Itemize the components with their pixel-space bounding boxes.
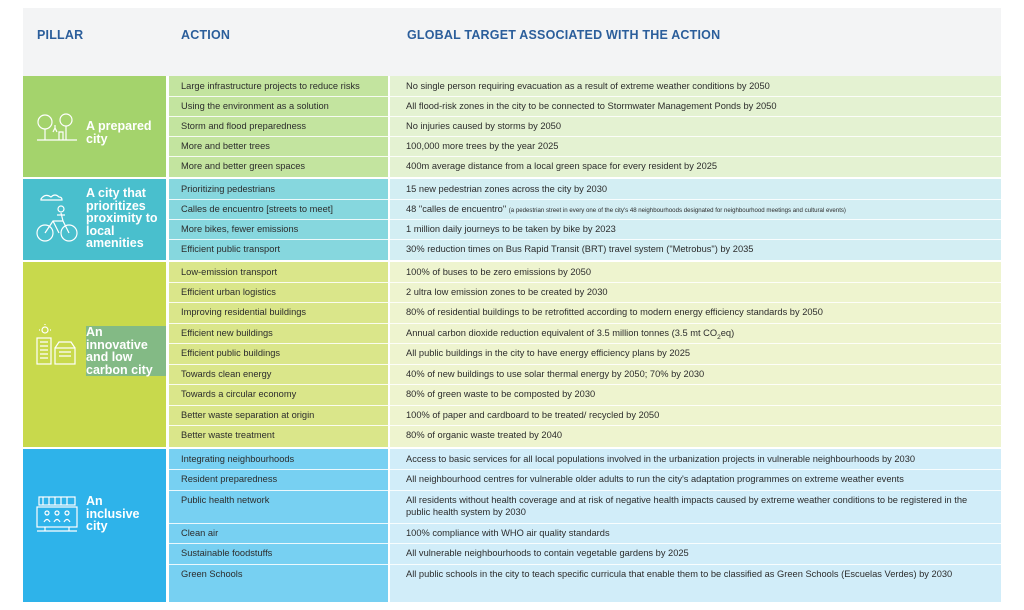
- action-cell: Public health network: [181, 495, 270, 505]
- target-cell: All flood-risk zones in the city to be connected to Stormwater Management Ponds by 2050: [406, 101, 777, 111]
- target-cell: 30% reduction times on Bus Rapid Transit (BRT) travel system ("Metrobus") by 2035: [406, 244, 754, 254]
- action-cell: Sustainable foodstuffs: [181, 548, 273, 558]
- target-cell: All public schools in the city to teach specific curricula that enable them to be classified as Green Schools (Escuelas Verdes) by 2030: [406, 569, 953, 579]
- action-cell: Better waste treatment: [181, 430, 275, 440]
- group-low-carbon: [23, 262, 1001, 447]
- target-cell: 400m average distance from a local green space for every resident by 2025: [406, 161, 718, 171]
- action-cell: Efficient public transport: [181, 244, 281, 254]
- target-cell: 100,000 more trees by the year 2025: [406, 141, 559, 151]
- group-proximity: [23, 179, 1001, 260]
- target-cell: No single person requiring evacuation as a result of extreme weather conditions by 2050: [406, 81, 770, 91]
- action-cell: Clean air: [181, 528, 219, 538]
- target-cell: 2 ultra low emission zones to be created by 2030: [406, 287, 608, 297]
- target-cell: 40% of new buildings to use solar thermal energy by 2050; 70% by 2030: [406, 369, 705, 379]
- target-cell: 100% compliance with WHO air quality standards: [406, 528, 610, 538]
- targets-column: [390, 76, 1001, 177]
- target-cell: [390, 323, 1001, 343]
- target-cell: All neighbourhood centres for vulnerable older adults to run the city's adaptation programmes on extreme weather events: [406, 474, 904, 484]
- pillar-cell: [23, 76, 166, 177]
- action-cell: More and better trees: [181, 141, 270, 151]
- target-cell: No injuries caused by storms by 2050: [406, 121, 562, 131]
- pillar-cell: [23, 179, 166, 260]
- action-cell: Calles de encuentro [streets to meet]: [181, 204, 333, 214]
- action-cell: Low-emission transport: [181, 267, 278, 277]
- target-text: 48 "calles de encuentro": [406, 204, 507, 214]
- actions-column: [169, 262, 388, 447]
- pillar-title: An innovative and low carbon city: [86, 326, 166, 376]
- target-cell: 1 million daily journeys to be taken by bike by 2023: [406, 224, 616, 234]
- actions-column: [169, 179, 388, 260]
- pillar-cell: [23, 262, 166, 447]
- target-cell: 80% of green waste to be composted by 2030: [406, 389, 596, 399]
- action-cell: More bikes, fewer emissions: [181, 224, 299, 234]
- action-cell: Integrating neighbourhoods: [181, 454, 295, 464]
- actions-column: [169, 449, 388, 602]
- action-cell: Green Schools: [181, 569, 243, 579]
- header-action: ACTION: [181, 28, 231, 42]
- target-cell: 100% of paper and cardboard to be treated/ recycled by 2050: [406, 410, 660, 420]
- targets-column: [390, 449, 1001, 602]
- action-cell: Efficient public buildings: [181, 348, 281, 358]
- target-cell: 100% of buses to be zero emissions by 2050: [406, 267, 592, 277]
- solar-buildings-icon: [35, 324, 79, 366]
- target-cell: 80% of residential buildings to be retrofitted according to modern energy efficiency standards by 2050: [406, 307, 823, 317]
- action-cell: Using the environment as a solution: [181, 101, 329, 111]
- target-cell: All public buildings in the city to have energy efficiency plans by 2025: [406, 348, 691, 358]
- pillar-cell: [23, 449, 166, 602]
- table-header: [23, 8, 1001, 76]
- action-cell: Prioritizing pedestrians: [181, 184, 276, 194]
- action-cell: Efficient new buildings: [181, 328, 273, 338]
- actions-column: [169, 76, 388, 177]
- pillar-title: An inclusive city: [86, 494, 140, 533]
- action-cell: Large infrastructure projects to reduce risks: [181, 81, 360, 91]
- target-text-end: eq): [720, 328, 735, 338]
- subscript: 2: [717, 333, 721, 341]
- pillar-title: A prepared city: [86, 119, 152, 146]
- header-target: GLOBAL TARGET ASSOCIATED WITH THE ACTION: [407, 28, 721, 42]
- action-cell: Better waste separation at origin: [181, 410, 315, 420]
- target-cell: Access to basic services for all local populations involved in the urbanization projects in vulnerable neighbourhoods by 2030: [406, 454, 916, 464]
- target-cell: All vulnerable neighbourhoods to contain vegetable gardens by 2025: [406, 548, 689, 558]
- community-building-icon: [35, 495, 79, 535]
- target-cell: [390, 199, 1001, 219]
- targets-column: [390, 262, 1001, 447]
- action-cell: Storm and flood preparedness: [181, 121, 307, 131]
- action-cell: Efficient urban logistics: [181, 287, 276, 297]
- pillar-title: A city that prioritizes proximity to local amenities: [86, 186, 158, 250]
- action-cell: Improving residential buildings: [181, 307, 307, 317]
- target-note: (a pedestrian street in every one of the city's 48 neighbourhoods designated for neighbourhood meetings and cultural events): [508, 207, 846, 214]
- action-cell: More and better green spaces: [181, 161, 306, 171]
- action-cell: Towards a circular economy: [181, 389, 297, 399]
- header-pillar: PILLAR: [37, 28, 84, 42]
- target-cell: All residents without health coverage and at risk of negative health impacts caused by extreme weather conditions to be registered in the public health system by 2030: [406, 495, 968, 517]
- pillar-action-target-table: [23, 8, 1001, 602]
- action-cell: Resident preparedness: [181, 474, 278, 484]
- targets-column: [390, 179, 1001, 260]
- target-cell: 15 new pedestrian zones across the city by 2030: [406, 184, 608, 194]
- target-cell: 80% of organic waste treated by 2040: [406, 430, 563, 440]
- group-prepared-city: [23, 76, 1001, 177]
- group-inclusive: [23, 449, 1001, 602]
- target-text: Annual carbon dioxide reduction equivalent of 3.5 million tonnes (3.5 mt CO: [406, 328, 718, 338]
- trees-icon: [35, 112, 79, 142]
- cyclist-icon: [35, 189, 79, 245]
- action-cell: Towards clean energy: [181, 369, 272, 379]
